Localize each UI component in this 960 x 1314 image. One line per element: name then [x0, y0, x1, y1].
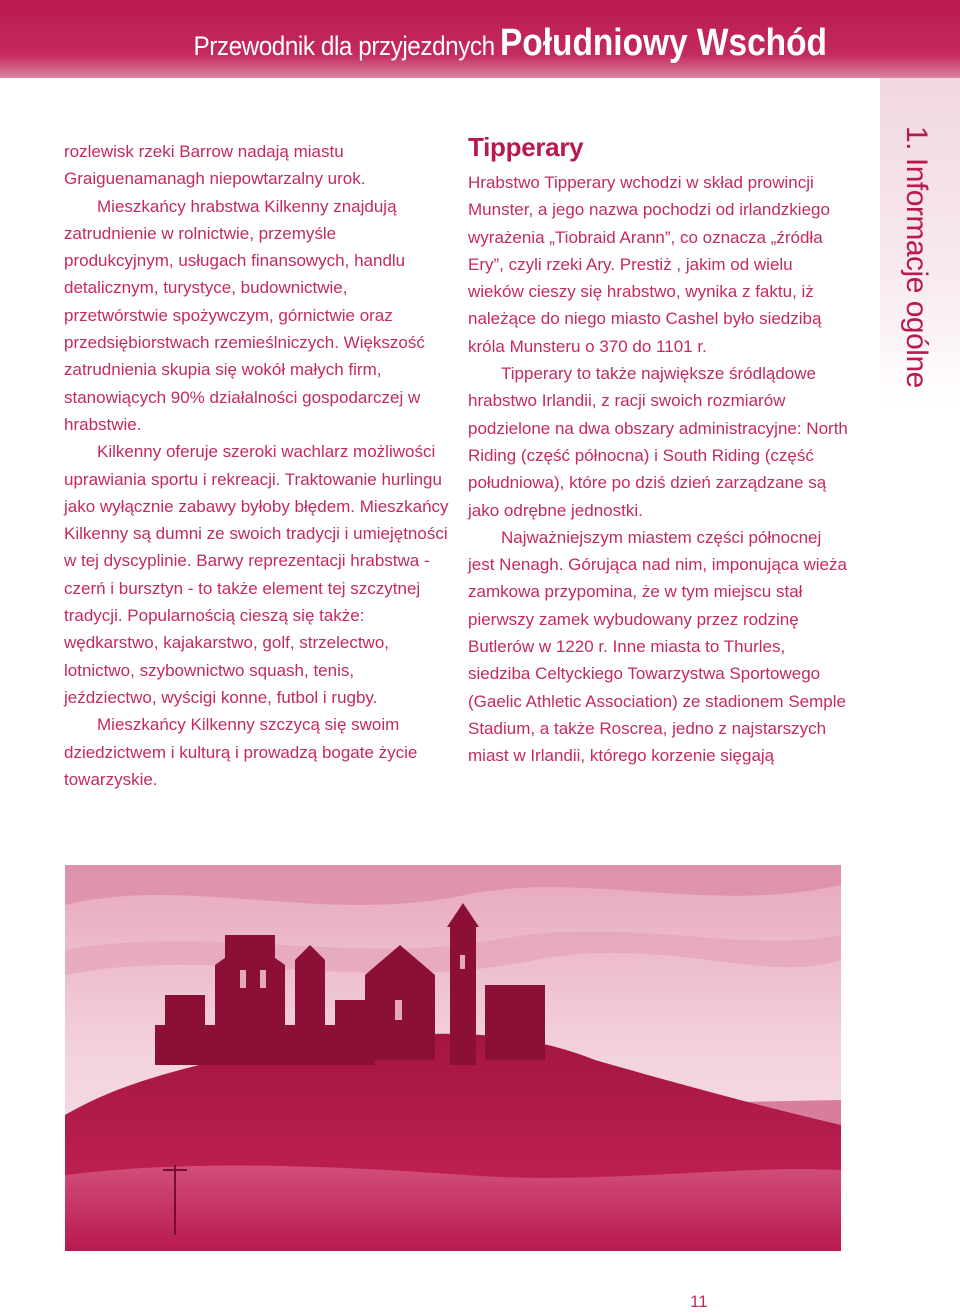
- paragraph: Mieszkańcy Kilkenny szczycą się swoim dziedzictwem i kulturą i prowadzą bogate życie towarzyskie.: [64, 715, 418, 789]
- paragraph: Mieszkańcy hrabstwa Kilkenny znajdują zatrudnienie w rolnictwie, przemyśle produkcyjnym, usługach finansowych, handlu detalicznym, turystyce, budownictwie, przetwórstwie spożywczym, górnictwie oraz przedsiębiorstwach rzemieślniczych. Większość zatrudnienia skupia się wokół małych firm, stanowiących 90% działalności gospodarczej w hrabstwie.: [64, 196, 425, 434]
- paragraph: Hrabstwo Tipperary wchodzi w skład prowincji Munster, a jego nazwa pochodzi od irlandzkiego wyrażenia „Tiobraid Arann”, co oznacza „źródła Ery”, czyli rzeki Ary. Prestiż , jakim od wielu wieków cieszy się hrabstwo, wynika z faktu, iż należące do niego miasto Cashel było siedzibą króla Munsteru o 370 do 1101 r.: [468, 173, 830, 356]
- section-heading-tipperary: Tipperary: [468, 132, 584, 162]
- right-text-column: [468, 132, 848, 770]
- region-title: Południowy Wschód: [500, 22, 828, 64]
- paragraph: Najważniejszym miastem części północnej jest Nenagh. Górująca nad nim, imponująca wieża zamkowa przypomina, że w tym miejscu stał pierwszy zamek wybudowany przez rodzinę Butlerów w 1220 r. Inne miasta to Thurles, siedziba Celtyckiego Towarzystwa Sportowego (Gaelic Athletic Association) ze stadionem Semple Stadium, a także Roscrea, jedno z najstarszych miast w Irlandii, którego korzenie sięgają: [468, 527, 847, 766]
- guide-subtitle: Przewodnik dla przyjezdnych: [193, 31, 495, 61]
- left-text-column: [64, 138, 449, 793]
- paragraph: Kilkenny oferuje szeroki wachlarz możliwości uprawiania sportu i rekreacji. Traktowanie hurlingu jako wyłącznie zabawy byłoby błędem. Mieszkańcy Kilkenny są dumni ze swoich tradycji i umiejętności w tej dyscyplinie. Barwy reprezentacji hrabstwa - czerń i bursztyn - to także element tej szczytnej tradycji. Popularnością cieszą się także: wędkarstwo, kajakarstwo, golf, strzelectwo, lotnictwo, szybownictwo squash, tenis, jeździectwo, wyścigi konne, futbol i rugby.: [64, 442, 449, 707]
- paragraph: Tipperary to także największe śródlądowe hrabstwo Irlandii, z racji swoich rozmiarów podzielone na dwa obszary administracyjne: North Riding (część północna) i South Riding (część południowa), które po dziś dzień zarządzane są jako odrębne jednostki.: [468, 364, 848, 520]
- header-title-group: [160, 22, 872, 65]
- rock-of-cashel-photo: [65, 865, 841, 1251]
- paragraph: rozlewisk rzeki Barrow nadają miastu Graiguenamanagh niepowtarzalny urok.: [64, 142, 366, 189]
- page-number: 11: [690, 1292, 708, 1311]
- section-side-tab: 1. Informacje ogólne: [900, 126, 933, 388]
- page-header: [0, 0, 960, 78]
